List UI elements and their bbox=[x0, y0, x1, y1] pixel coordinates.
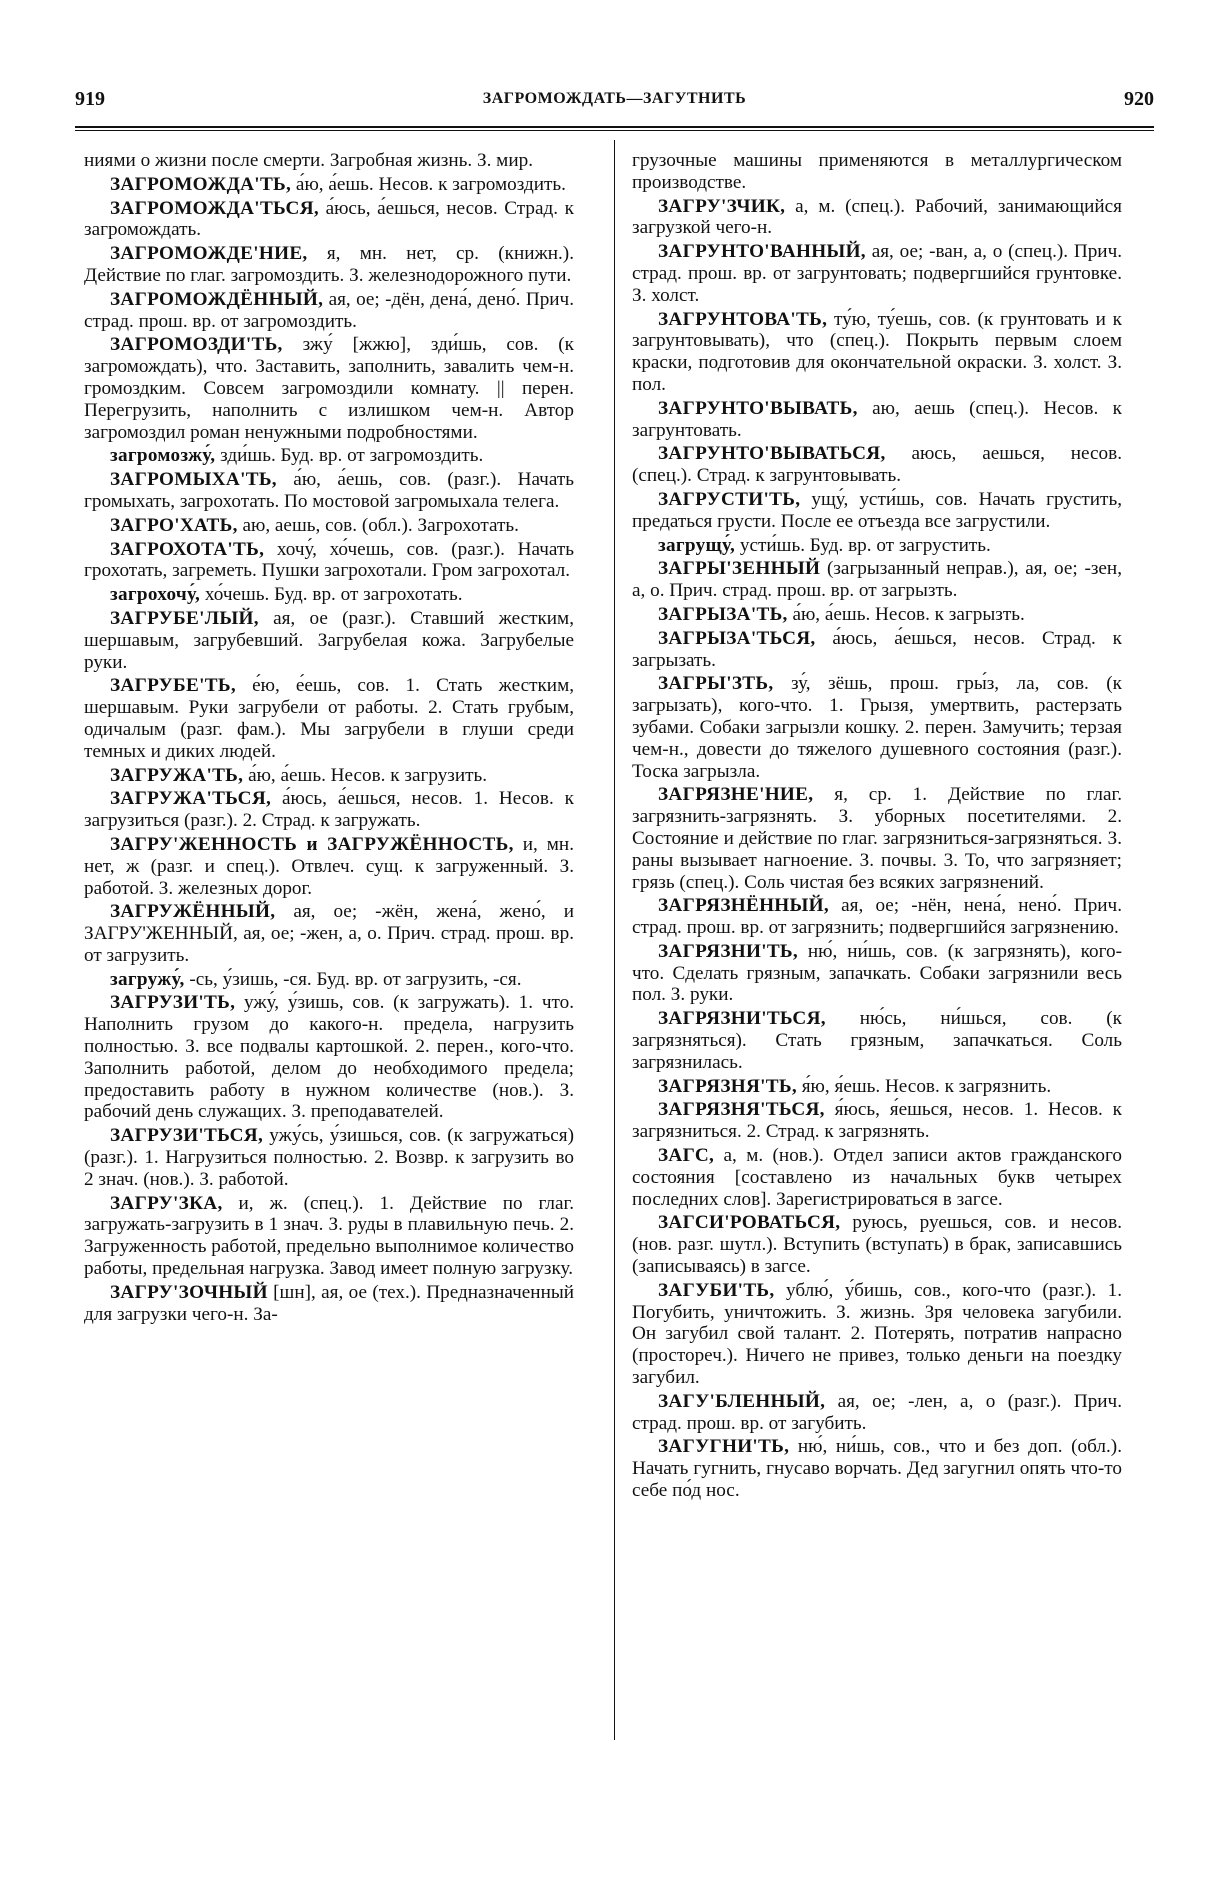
dictionary-entry bbox=[632, 398, 1122, 442]
dictionary-entry bbox=[84, 198, 574, 242]
entry-definition: ублю́, у́бишь, сов., кого-что (разг.). 1. Погубить, уничтожить. З. жизнь. Зря человека загубили. Он загубил свой талант. 2. Потерять, потратив напрасно (простореч.). Ничего не привез, только деньги на поездку загубил. bbox=[632, 1279, 1122, 1389]
dictionary-entry bbox=[84, 174, 574, 196]
dictionary-entry bbox=[84, 901, 574, 966]
entry-headword: ЗАГРОМОЗДИ'ТЬ, bbox=[110, 334, 283, 356]
entry-definition: и, мн. нет, ж (разг. и спец.). Отвлеч. сущ. к загруженный. З. работой. З. железных дорог. bbox=[84, 833, 574, 899]
dictionary-entry bbox=[84, 675, 574, 762]
column-divider bbox=[614, 140, 615, 1740]
dictionary-entry bbox=[84, 1193, 574, 1280]
entry-definition: ужу́сь, у́зишься, сов. (к загружаться) (разг.). 1. Нагрузиться полностью. 2. Возвр. к загрузить во 2 знач. (нов.). З. работой. bbox=[84, 1125, 574, 1190]
entry-definition: грузочные машины применяются в металлургическом производстве. bbox=[632, 150, 1122, 193]
entry-headword: загрохочу́, bbox=[110, 584, 201, 606]
entry-definition: [шн], ая, ое (тех.). Предназначенный для загрузки чего-н. За- bbox=[84, 1281, 574, 1325]
entry-headword: ЗАГРУБЕ'ЛЫЙ, bbox=[110, 607, 259, 629]
dictionary-entry bbox=[84, 992, 574, 1123]
header-rule bbox=[75, 126, 1154, 128]
entry-definition: руюсь, руешься, сов. и несов. (нов. разг. шутл.). Вступить (вступать) в брак, записавшись (записываясь) в загсе. bbox=[632, 1212, 1122, 1278]
entry-definition: я́ю, я́ешь. Несов. к загрязнить. bbox=[801, 1075, 1052, 1097]
dictionary-entry bbox=[84, 584, 574, 606]
entry-headword: загрущу́, bbox=[658, 534, 736, 556]
entry-definition: и, ж. (спец.). 1. Действие по глаг. загружать-загрузить в 1 знач. З. руды в плавильную печь. 2. Загруженность работой, предельно выполнимое количество работы, предельная нагрузка. Завод имеет полную загрузку. bbox=[84, 1192, 574, 1280]
entry-headword: ЗАГРУЖА'ТЬСЯ, bbox=[110, 788, 272, 810]
entry-headword: ЗАГРЫ'ЗТЬ, bbox=[658, 673, 774, 695]
entry-definition: зди́шь. Буд. вр. от загромоздить. bbox=[220, 445, 484, 467]
dictionary-entry bbox=[84, 289, 574, 333]
entry-headword: ЗАГРУНТОВА'ТЬ, bbox=[658, 308, 828, 330]
dictionary-entry bbox=[632, 895, 1122, 939]
dictionary-entry bbox=[84, 834, 574, 899]
entry-headword: ЗАГРЫ'ЗЕННЫЙ bbox=[658, 558, 821, 580]
entry-definition: а, м. (спец.). Рабочий, занимающийся загрузкой чего-н. bbox=[632, 195, 1122, 239]
dictionary-entry bbox=[632, 196, 1122, 240]
running-head: ЗАГРОМОЖДАТЬ—ЗАГУТНИТЬ bbox=[482, 90, 747, 107]
dictionary-entry bbox=[632, 604, 1122, 626]
entry-definition: а́ю, а́ешь, сов. (разг.). Начать громыхать, загрохотать. По мостовой загромыхала телега. bbox=[84, 469, 574, 512]
dictionary-entry bbox=[632, 628, 1122, 672]
dictionary-entry bbox=[632, 558, 1122, 602]
entry-headword: загромозжу́, bbox=[110, 445, 216, 467]
dictionary-entry bbox=[632, 784, 1122, 893]
dictionary-entry bbox=[84, 608, 574, 673]
entry-headword: ЗАГРЫЗА'ТЬСЯ, bbox=[658, 627, 816, 649]
entry-headword: ЗАГРОМОЖДА'ТЬСЯ, bbox=[110, 197, 319, 219]
dictionary-entry bbox=[632, 1008, 1122, 1073]
entry-headword: ЗАГРО'ХАТЬ, bbox=[110, 514, 238, 536]
dictionary-entry bbox=[632, 1145, 1122, 1210]
dictionary-entry bbox=[632, 1391, 1122, 1435]
entry-definition: я, мн. нет, ср. (книжн.). Действие по глаг. загромоздить. З. железнодорожного пути. bbox=[84, 243, 574, 286]
dictionary-entry bbox=[632, 1099, 1122, 1143]
entry-headword: ЗАГРЯЗНЯ'ТЬ, bbox=[658, 1075, 797, 1097]
entry-definition: ниями о жизни после смерти. Загробная жизнь. З. мир. bbox=[84, 150, 533, 171]
entry-headword: ЗАГУГНИ'ТЬ, bbox=[658, 1436, 790, 1458]
entry-headword: ЗАГРУ'ЖЕННОСТЬ и ЗАГРУЖЁННОСТЬ, bbox=[110, 833, 514, 855]
entry-definition: хочу́, хо́чешь, сов. (разг.). Начать грохотать, загреметь. Пушки загрохотали. Гром загрохотал. bbox=[84, 538, 574, 582]
dictionary-entry bbox=[84, 150, 574, 172]
dictionary-entry bbox=[632, 1436, 1122, 1501]
entry-headword: ЗАГРЫЗА'ТЬ, bbox=[658, 603, 788, 625]
entry-headword: ЗАГС, bbox=[658, 1145, 715, 1167]
entry-headword: ЗАГРЯЗНЯ'ТЬСЯ, bbox=[658, 1099, 825, 1121]
dictionary-entry bbox=[84, 1282, 574, 1326]
entry-headword: ЗАГРУНТО'ВАННЫЙ, bbox=[658, 241, 866, 263]
entry-headword: ЗАГРЯЗНЕ'НИЕ, bbox=[658, 784, 814, 806]
dictionary-entry bbox=[632, 241, 1122, 306]
entry-headword: ЗАГУБИ'ТЬ, bbox=[658, 1279, 775, 1301]
entry-headword: ЗАГСИ'РОВАТЬСЯ, bbox=[658, 1212, 841, 1234]
entry-headword: ЗАГРУЖА'ТЬ, bbox=[110, 764, 244, 786]
entry-definition: усти́шь. Буд. вр. от загрустить. bbox=[739, 534, 991, 556]
dictionary-entry bbox=[84, 969, 574, 991]
entry-headword: ЗАГРУБЕ'ТЬ, bbox=[110, 675, 236, 697]
entry-definition: -сь, у́зишь, -ся. Буд. вр. от загрузить, -ся. bbox=[189, 968, 522, 990]
entry-definition: а́юсь, а́ешься, несов. 1. Несов. к загрузиться (разг.). 2. Страд. к загружать. bbox=[84, 788, 574, 832]
entry-definition: аюсь, аешься, несов. (спец.). Страд. к загрунтовывать. bbox=[632, 443, 1122, 487]
dictionary-entry bbox=[84, 469, 574, 513]
entry-definition: я́юсь, я́ешься, несов. 1. Несов. к загрязниться. 2. Страд. к загрязнять. bbox=[632, 1099, 1122, 1143]
entry-definition: зжу́ [жжю], зди́шь, сов. (к загромождать), что. Заставить, заполнить, завалить чем-н. громоздким. Совсем загромоздили комнату. || перен. Перегрузить, наполнить с излишком чем-н. Автор загромоздил роман ненужными подробностями. bbox=[84, 334, 574, 443]
entry-definition: е́ю, е́ешь, сов. 1. Стать жестким, шершавым. Руки загрубели от работы. 2. Стать грубым, одичалым (разг. фам.). Мы загрубели в глуши среди темных и диких людей. bbox=[84, 675, 574, 762]
entry-definition: ая, ое; -ван, а, о (спец.). Прич. страд. прош. вр. от загрунтовать; подвергшийся грунтовке. З. холст. bbox=[632, 241, 1122, 306]
entry-definition: ту́ю, ту́ешь, сов. (к грунтовать и к загрунтовывать), что (спец.). Покрыть первым слоем краски, подготовив для окончательной окраски. З. холст. З. пол. bbox=[632, 308, 1122, 395]
entry-definition: ая, ое; -нён, нена́, нено́. Прич. страд. прош. вр. от загрязнить; подвергшийся загрязнению. bbox=[632, 895, 1122, 939]
dictionary-entry bbox=[632, 489, 1122, 533]
dictionary-entry bbox=[84, 788, 574, 832]
entry-definition: зу́, зёшь, прош. гры́з, ла, сов. (к загрызать), кого-что. 1. Грызя, умертвить, растерзать зубами. Собаки загрызли кошку. 2. перен. Замучить; терзая чем-н., довести до тяжелого душевного состояния (разг.). Тоска загрызла. bbox=[632, 673, 1122, 782]
left-column bbox=[84, 150, 574, 1750]
page-number-right: 920 bbox=[1124, 88, 1154, 110]
page-number-left: 919 bbox=[75, 88, 105, 110]
entry-definition: аю, аешь (спец.). Несов. к загрунтовать. bbox=[632, 397, 1122, 441]
dictionary-entry bbox=[632, 941, 1122, 1006]
entry-definition: ужу́, у́зишь, сов. (к загружать). 1. что. Наполнить грузом до какого-н. предела, нагрузить полностью. З. все подвалы картошкой. 2. перен., кого-что. Заполнить работой, делом до необходимого предела; предоставить работу в нужном количестве (нов.). З. рабочий день служащих. З. преподавателей. bbox=[84, 992, 574, 1123]
entry-headword: ЗАГРУНТО'ВЫВАТЬ, bbox=[658, 397, 858, 419]
entry-definition: а́ю, а́ешь. Несов. к загромоздить. bbox=[295, 173, 566, 195]
entry-headword: ЗАГРЯЗНИ'ТЬСЯ, bbox=[658, 1008, 826, 1030]
dictionary-entry bbox=[84, 243, 574, 287]
entry-headword: загружу́, bbox=[110, 968, 185, 990]
entry-definition: ая, ое; -жён, жена́, жено́, и ЗАГРУ'ЖЕННЫЙ, ая, ое; -жен, а, о. Прич. страд. прош. вр. от загрузить. bbox=[84, 901, 574, 966]
entry-headword: ЗАГРУНТО'ВЫВАТЬСЯ, bbox=[658, 443, 886, 465]
entry-definition: (загрызанный неправ.), ая, ое; -зен, а, о. Прич. страд. прош. вр. от загрызть. bbox=[632, 558, 1122, 602]
entry-headword: ЗАГУ'БЛЕННЫЙ, bbox=[658, 1390, 826, 1412]
entry-definition: а́юсь, а́ешься, несов. Страд. к загрызать. bbox=[632, 627, 1122, 671]
dictionary-entry bbox=[632, 1212, 1122, 1277]
entry-headword: ЗАГРЯЗНИ'ТЬ, bbox=[658, 940, 799, 962]
dictionary-entry bbox=[632, 150, 1122, 194]
entry-headword: ЗАГРУЖЁННЫЙ, bbox=[110, 901, 276, 923]
entry-definition: ущу́, усти́шь, сов. Начать грустить, предаться грусти. После ее отъезда все загрустили. bbox=[632, 488, 1122, 532]
entry-headword: ЗАГРУСТИ'ТЬ, bbox=[658, 488, 801, 510]
dictionary-entry bbox=[632, 673, 1122, 782]
entry-headword: ЗАГРУЗИ'ТЬ, bbox=[110, 992, 236, 1014]
entry-definition: ню́сь, ни́шься, сов. (к загрязняться). Стать грязным, запачкаться. Соль загрязнилась. bbox=[632, 1008, 1122, 1073]
entry-definition: а́ю, а́ешь. Несов. к загрызть. bbox=[792, 603, 1025, 625]
entry-headword: ЗАГРЯЗНЁННЫЙ, bbox=[658, 895, 829, 917]
entry-definition: а́ю, а́ешь. Несов. к загрузить. bbox=[248, 764, 488, 786]
dictionary-entry bbox=[632, 443, 1122, 487]
header-rule-thin bbox=[75, 130, 1154, 131]
entry-definition: ая, ое; -дён, дена́, дено́. Прич. страд. прош. вр. от загромоздить. bbox=[84, 288, 574, 332]
entry-headword: ЗАГРОМОЖДЁННЫЙ, bbox=[110, 288, 324, 310]
entry-definition: ая, ое (разг.). Ставший жестким, шершавым, загрубевший. Загрубелая кожа. Загрубелые руки. bbox=[84, 607, 574, 673]
dictionary-entry bbox=[84, 539, 574, 583]
dictionary-entry bbox=[84, 1125, 574, 1190]
entry-headword: ЗАГРУЗИ'ТЬСЯ, bbox=[110, 1125, 264, 1147]
entry-headword: ЗАГРОХОТА'ТЬ, bbox=[110, 538, 265, 560]
entry-headword: ЗАГРУ'ЗКА, bbox=[110, 1192, 223, 1214]
dictionary-entry bbox=[632, 1280, 1122, 1389]
entry-headword: ЗАГРОМЫХА'ТЬ, bbox=[110, 469, 277, 491]
entry-definition: хо́чешь. Буд. вр. от загрохотать. bbox=[204, 584, 463, 606]
entry-headword: ЗАГРУ'ЗОЧНЫЙ bbox=[110, 1281, 268, 1303]
entry-definition: я, ср. 1. Действие по глаг. загрязнить-загрязнять. З. уборных посетителями. 2. Состояние и действие по глаг. загрязниться-загрязняться. З. раны вызывает нагноение. З. почвы. 3. То, что загрязняет; грязь (спец.). Соль чистая без всяких загрязнений. bbox=[632, 784, 1122, 893]
right-column bbox=[632, 150, 1122, 1750]
page-header bbox=[75, 88, 1154, 120]
dictionary-entry bbox=[84, 334, 574, 443]
entry-definition: ню́, ни́шь, сов. (к загрязнять), кого-что. Сделать грязным, запачкать. Собаки загрязнили весь пол. З. руки. bbox=[632, 940, 1122, 1006]
entry-headword: ЗАГРОМОЖДЕ'НИЕ, bbox=[110, 243, 308, 265]
dictionary-entry bbox=[84, 765, 574, 787]
dictionary-entry bbox=[632, 1076, 1122, 1098]
entry-headword: ЗАГРУ'ЗЧИК, bbox=[658, 195, 786, 217]
dictionary-entry bbox=[632, 535, 1122, 557]
entry-definition: аю, аешь, сов. (обл.). Загрохотать. bbox=[242, 514, 519, 536]
entry-definition: ню́, ни́шь, сов., что и без доп. (обл.). Начать гугнить, гнусаво ворчать. Дед загугнил опять что-то себе по́д нос. bbox=[632, 1436, 1122, 1502]
entry-definition: ая, ое; -лен, а, о (разг.). Прич. страд. прош. вр. от загубить. bbox=[632, 1390, 1122, 1434]
dictionary-entry bbox=[84, 445, 574, 467]
entry-definition: а́юсь, а́ешься, несов. Страд. к загромождать. bbox=[84, 197, 574, 241]
entry-definition: а, м. (нов.). Отдел записи актов гражданского состояния [составлено из начальных букв четырех последних слов]. Зарегистрироваться в загсе. bbox=[632, 1145, 1122, 1210]
dictionary-entry bbox=[84, 515, 574, 537]
dictionary-entry bbox=[632, 309, 1122, 396]
entry-headword: ЗАГРОМОЖДА'ТЬ, bbox=[110, 173, 292, 195]
